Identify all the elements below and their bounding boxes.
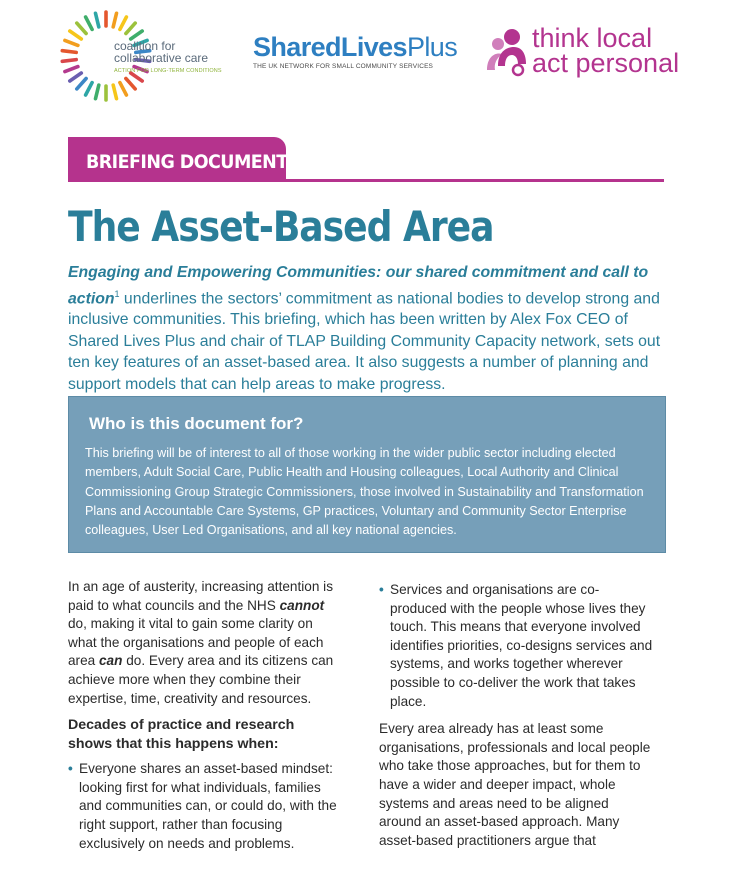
left-paragraph-1 bbox=[68, 578, 340, 708]
sunburst-ray bbox=[70, 73, 82, 81]
sunburst-ray bbox=[77, 23, 86, 33]
intro-paragraph bbox=[68, 262, 668, 395]
slp-logo-name: SharedLives bbox=[253, 32, 407, 62]
bullet-marker: • bbox=[68, 761, 73, 777]
left-p1-text-c: do. Every area and its citizens can achieve more when they combine their expertise, time, creativity and resources. bbox=[68, 653, 334, 706]
header bbox=[0, 0, 737, 120]
slp-logo-plus: Plus bbox=[406, 32, 458, 62]
who-box-title: Who is this document for? bbox=[89, 414, 304, 433]
left-subheading: Decades of practice and research shows that this happens when: bbox=[68, 717, 295, 752]
slp-logo-tagline: THE UK NETWORK FOR SMALL COMMUNITY SERVICES bbox=[253, 63, 434, 70]
briefing-document-tab bbox=[68, 137, 286, 181]
sunburst-ray bbox=[62, 60, 76, 62]
bullet-item-1 bbox=[68, 760, 340, 853]
intro-emphasis: Engaging and Empowering Communities: our shared commitment and call to action bbox=[68, 264, 649, 307]
bullet-item-2-text: Services and organisations are co-produced with the people whose lives they touch. This means that everyone involved identifies priorities, co-designs services and systems, and works together wherever possible to co-deliver the work that takes place. bbox=[390, 582, 653, 709]
who-is-this-for-box bbox=[68, 396, 666, 553]
sunburst-ray bbox=[113, 13, 116, 27]
left-p1-text-a: In an age of austerity, increasing attention is paid to what councils and the NHS bbox=[68, 579, 333, 613]
page-title: The Asset-Based Area bbox=[68, 202, 494, 251]
briefing-document-label: BRIEFING DOCUMENT bbox=[86, 151, 288, 173]
ccc-logo-line1: coalition for bbox=[114, 39, 176, 53]
sunburst-ray bbox=[113, 85, 116, 99]
sunburst-ray bbox=[86, 83, 93, 95]
sunburst-ray bbox=[120, 17, 127, 29]
sunburst-ray bbox=[70, 31, 82, 39]
bullet-item-1-text: Everyone shares an asset-based mindset: looking first for what individuals, families and communities can, or could do, with the right support, rather than focusing exclusively on needs and problems. bbox=[79, 761, 337, 851]
sunburst-ray bbox=[65, 67, 78, 72]
bullet-item-2 bbox=[379, 581, 654, 711]
coalition-for-collaborative-care-logo bbox=[62, 8, 242, 112]
right-paragraph-2: Every area already has at least some organisations, professionals and local people who take those approaches, but for them to have a wider and deeper impact, whole systems and areas need to be aligned around an asset-based approach. Many asset-based practitioners argue that bbox=[379, 721, 651, 848]
tlap-logo-line1: think local bbox=[532, 23, 653, 53]
who-box-body: This briefing will be of interest to all of those working in the wider public sector including elected members, Adult Social Care, Public Health and Housing colleagues, Local Authority and Clinical Commissioning Group Strategic Commissioners, those involved in Sustainability and Transformation Plans and Accountable Care Systems, GP practices, Voluntary and Community Sector Enterprise colleagues, User Led Organisations, and all key national agencies. bbox=[85, 446, 644, 538]
heading-rule bbox=[68, 179, 664, 182]
shared-lives-plus-logo bbox=[253, 33, 457, 70]
intro-text: underlines the sectors’ commitment as national bodies to develop strong and inclusive communities. This briefing, which has been written by Alex Fox CEO of Shared Lives Plus and chair of TLAP Building Community Capacity network, sets out ten key features of an asset-based area. It also suggests a number of planning and support models that can help areas to make progress. bbox=[68, 289, 661, 393]
left-p1-emphasis-can: can bbox=[98, 653, 123, 669]
left-column bbox=[68, 578, 340, 853]
sunburst-ray bbox=[86, 17, 93, 29]
intro-footnote-mark: 1 bbox=[114, 288, 120, 299]
sunburst-ray bbox=[62, 51, 76, 53]
tlap-logo-line2: act personal bbox=[532, 48, 680, 78]
right-column bbox=[379, 581, 654, 850]
sunburst-ray bbox=[96, 85, 99, 99]
sunburst-ray bbox=[77, 79, 86, 89]
bullet-marker: • bbox=[379, 582, 384, 597]
sunburst-ray bbox=[96, 13, 99, 27]
ccc-logo-tagline: ACTION FOR LONG-TERM CONDITIONS bbox=[114, 68, 222, 74]
left-p1-emphasis-cannot: cannot bbox=[279, 597, 325, 613]
sunburst-ray bbox=[126, 79, 135, 89]
left-p1-text-b: do, making it vital to gain some clarity on what the organisations and people of each area bbox=[68, 616, 324, 669]
sunburst-ray bbox=[131, 73, 143, 81]
people-icon bbox=[484, 26, 528, 78]
ccc-logo-line2: collaborative care bbox=[114, 51, 209, 65]
sunburst-ray bbox=[65, 40, 78, 45]
sunburst-ray bbox=[126, 23, 135, 33]
sunburst-ray bbox=[120, 83, 127, 95]
sunburst-ray bbox=[131, 31, 143, 39]
